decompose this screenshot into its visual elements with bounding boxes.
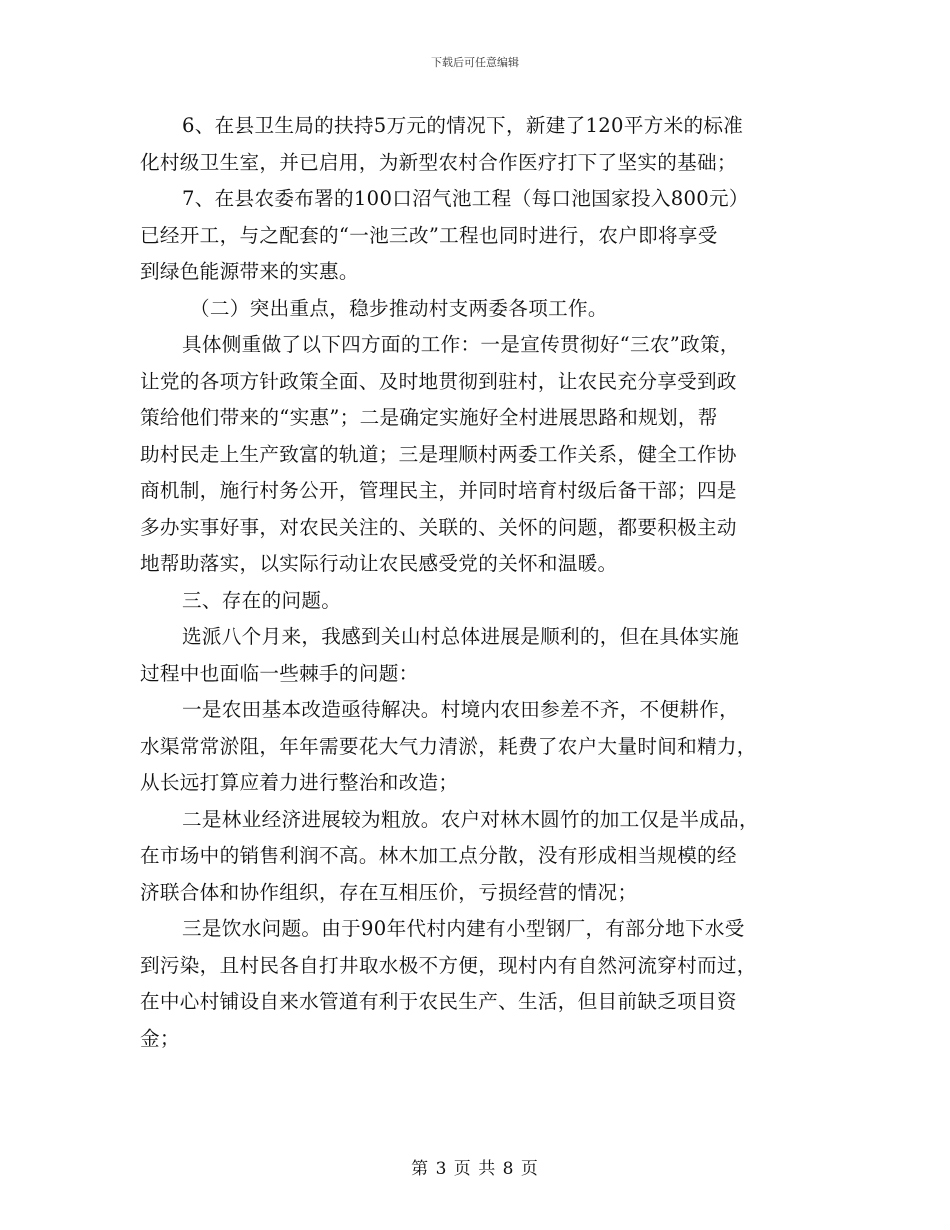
- section-heading: 三、存在的问题。: [182, 588, 342, 612]
- paragraph-line: 具体侧重做了以下四方面的工作：一是宣传贯彻好“三农”政策，: [182, 333, 740, 356]
- paragraph-line: 水渠常常淤阻，年年需要花大气力清淤，耗费了农户大量时间和精力，: [140, 734, 757, 758]
- paragraph-line: 策给他们带来的“实惠”；二是确定实施好全村进展思路和规划，帮: [140, 406, 718, 429]
- paragraph-line: 商机制，施行村务公开，管理民主，并同时培育村级后备干部；四是: [140, 479, 737, 502]
- paragraph-line: 选派八个月来，我感到关山村总体进展是顺利的，但在具体实施: [182, 625, 740, 648]
- paragraph-line: 在市场中的销售利润不高。林木加工点分散，没有形成相当规模的经: [140, 844, 737, 867]
- paragraph-line: 金；: [140, 1026, 180, 1050]
- paragraph-line: 三是饮水问题。由于90年代村内建有小型钢厂，有部分地下水受: [182, 917, 745, 940]
- paragraph-line: 济联合体和协作组织，存在互相压价，亏损经营的情况；: [140, 880, 638, 904]
- section-heading: （二）突出重点，稳步推动村支两委各项工作。: [190, 296, 608, 320]
- paragraph-line: 6、在县卫生局的扶持5万元的情况下，新建了120平方米的标准: [182, 114, 744, 137]
- paragraph-line: 一是农田基本改造亟待解决。村境内农田参差不齐，不便耕作，: [182, 698, 740, 721]
- paragraph-line: 从长远打算应着力进行整治和改造；: [140, 771, 459, 794]
- paragraph-line: 到绿色能源带来的实惠。: [140, 260, 359, 283]
- page-number: 第 3 页 共 8 页: [411, 1159, 539, 1179]
- paragraph-line: 7、在县农委布署的100口沼气池工程（每口池国家投入800元）: [182, 187, 749, 210]
- paragraph-line: 地帮助落实，以实际行动让农民感受党的关怀和温暖。: [140, 552, 618, 575]
- paragraph-line: 多办实事好事，对农民关注的、关联的、关怀的问题，都要积极主动: [140, 515, 737, 539]
- paragraph-line: 助村民走上生产致富的轨道；三是理顺村两委工作关系，健全工作协: [140, 442, 737, 466]
- paragraph-line: 化村级卫生室，并已启用，为新型农村合作医疗打下了坚实的基础；: [140, 150, 737, 174]
- paragraph-line: 二是林业经济进展较为粗放。农户对林木圆竹的加工仅是半成品，: [182, 807, 759, 831]
- paragraph-line: 过程中也面临一些棘手的问题：: [140, 661, 419, 685]
- document-body: [140, 108, 820, 1057]
- header-note: 下载后可任意编辑: [431, 56, 519, 69]
- paragraph-line: 已经开工，与之配套的“一池三改”工程也同时进行，农户即将享受: [140, 223, 718, 247]
- paragraph-line: 到污染，且村民各自打井取水极不方便，现村内有自然河流穿村而过，: [140, 953, 757, 977]
- paragraph-line: 让党的各项方针政策全面、及时地贯彻到驻村，让农民充分享受到政: [140, 369, 737, 393]
- paragraph-line: 在中心村铺设自来水管道有利于农民生产、生活，但目前缺乏项目资: [140, 990, 737, 1013]
